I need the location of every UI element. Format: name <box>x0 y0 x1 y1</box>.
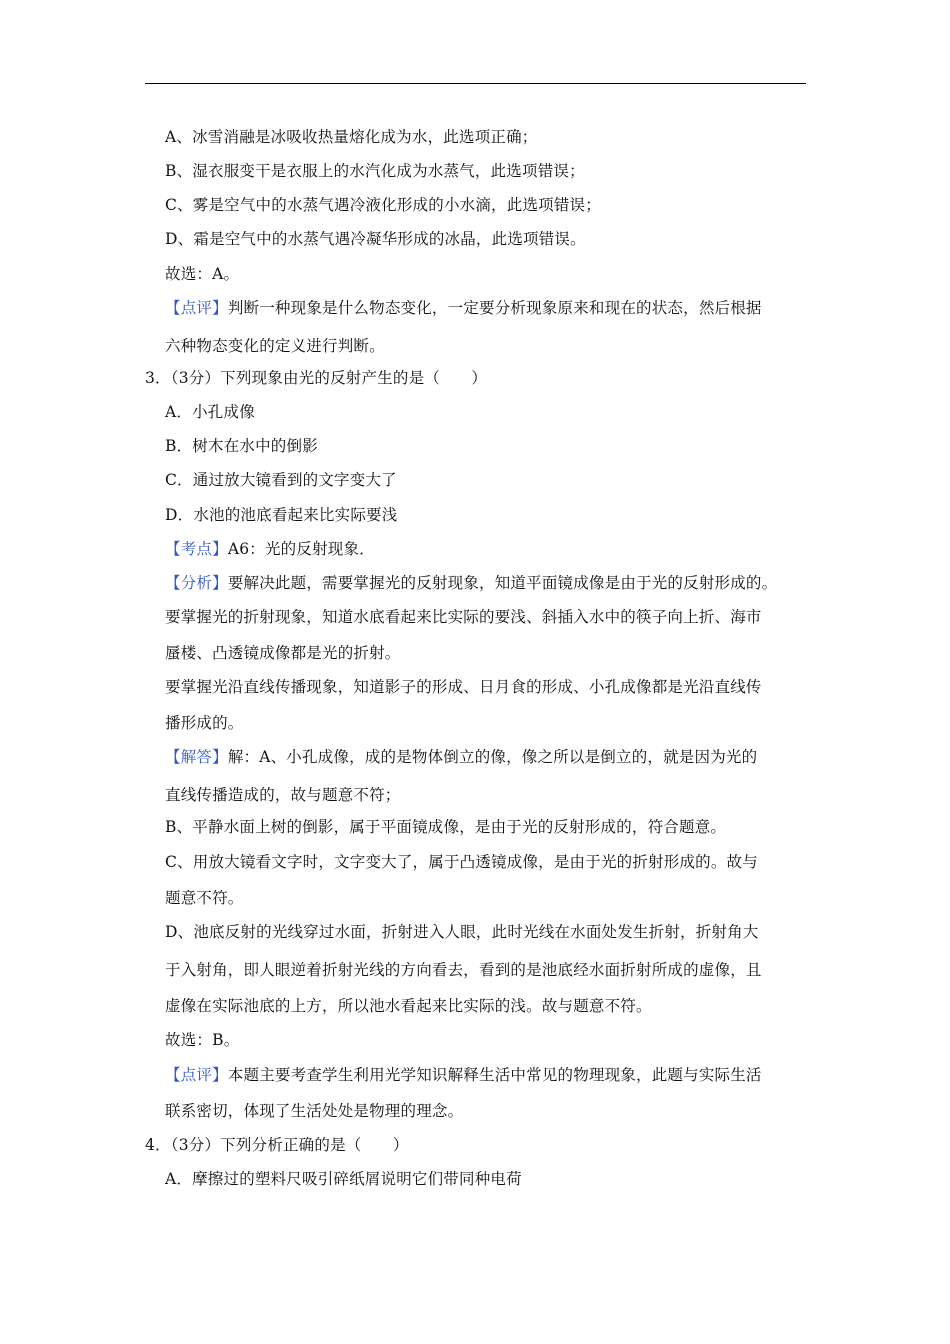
q2-review <box>165 298 762 318</box>
q4-option-a: A．摩擦过的塑料尺吸引碎纸屑说明它们带同种电荷 <box>165 1170 522 1188</box>
q2-answer: 故选：A。 <box>165 265 240 283</box>
q2-review-continued: 六种物态变化的定义进行判断。 <box>165 337 385 355</box>
q3-jieda-line: 题意不符。 <box>165 889 244 907</box>
q3-jieda-line: C、用放大镜看文字时，文字变大了，属于凸透镜成像，是由于光的折射形成的。故与 <box>165 853 758 871</box>
q3-jieda-line: B、平静水面上树的倒影，属于平面镜成像，是由于光的反射形成的，符合题意。 <box>165 818 727 836</box>
q3-jieda-line: 直线传播造成的，故与题意不符； <box>165 786 401 804</box>
q3-jieda-line: 于入射角，即人眼逆着折射光线的方向看去，看到的是池底经水面折射所成的虚像，且 <box>165 961 762 979</box>
kaodian-tag: 【考点】 <box>165 540 228 558</box>
q3-review-continued: 联系密切，体现了生活处处是物理的理念。 <box>165 1102 464 1120</box>
q3-fenxi-line: 要掌握光的折射现象，知道水底看起来比实际的要浅、斜插入水中的筷子向上折、海市 <box>165 608 762 626</box>
q3-review-text: 本题主要考查学生利用光学知识解释生活中常见的物理现象，此题与实际生活 <box>227 1066 762 1084</box>
q2-review-text: 判断一种现象是什么物态变化，一定要分析现象原来和现在的状态，然后根据 <box>227 299 762 317</box>
q2-option-a-explanation: A、冰雪消融是冰吸收热量熔化成为水，此选项正确； <box>165 128 538 146</box>
q3-jieda-line: 虚像在实际池底的上方，所以池水看起来比实际的浅。故与题意不符。 <box>165 997 652 1015</box>
q3-fenxi-text: 要解决此题，需要掌握光的反射现象，知道平面镜成像是由于光的反射形成的。 <box>227 574 778 592</box>
q3-stem: 3．（3分）下列现象由光的反射产生的是（ ） <box>145 369 488 387</box>
q3-option-a: A．小孔成像 <box>165 403 255 421</box>
q4-stem: 4．（3分）下列分析正确的是（ ） <box>145 1136 409 1154</box>
q3-fenxi-line: 蜃楼、凸透镜成像都是光的折射。 <box>165 644 401 662</box>
jieda-tag: 【解答】 <box>165 748 228 766</box>
q3-fenxi <box>165 573 777 593</box>
q3-kaodian-text: A6：光的反射现象． <box>227 540 375 558</box>
review-tag: 【点评】 <box>165 299 228 317</box>
q3-jieda-line: D、池底反射的光线穿过水面，折射进入人眼，此时光线在水面处发生折射，折射角大 <box>165 923 759 941</box>
q3-jieda <box>165 747 757 767</box>
q2-option-c-explanation: C、雾是空气中的水蒸气遇冷液化形成的小水滴，此选项错误； <box>165 196 601 214</box>
q3-option-b: B．树木在水中的倒影 <box>165 437 318 455</box>
q3-review <box>165 1065 762 1085</box>
q3-option-c: C．通过放大镜看到的文字变大了 <box>165 471 397 489</box>
q3-fenxi-line: 播形成的。 <box>165 714 244 732</box>
q3-option-d: D．水池的池底看起来比实际要浅 <box>165 506 398 524</box>
q3-jieda-text: 解：A、小孔成像，成的是物体倒立的像，像之所以是倒立的，就是因为光的 <box>227 748 758 766</box>
q2-option-d-explanation: D、霜是空气中的水蒸气遇冷凝华形成的冰晶，此选项错误。 <box>165 230 586 248</box>
fenxi-tag: 【分析】 <box>165 574 228 592</box>
q3-fenxi-line: 要掌握光沿直线传播现象，知道影子的形成、日月食的形成、小孔成像都是光沿直线传 <box>165 678 762 696</box>
header-rule <box>145 83 806 84</box>
q2-option-b-explanation: B、湿衣服变干是衣服上的水汽化成为水蒸气，此选项错误； <box>165 162 585 180</box>
q3-answer: 故选：B。 <box>165 1031 240 1049</box>
q3-kaodian <box>165 539 375 559</box>
review-tag: 【点评】 <box>165 1066 228 1084</box>
